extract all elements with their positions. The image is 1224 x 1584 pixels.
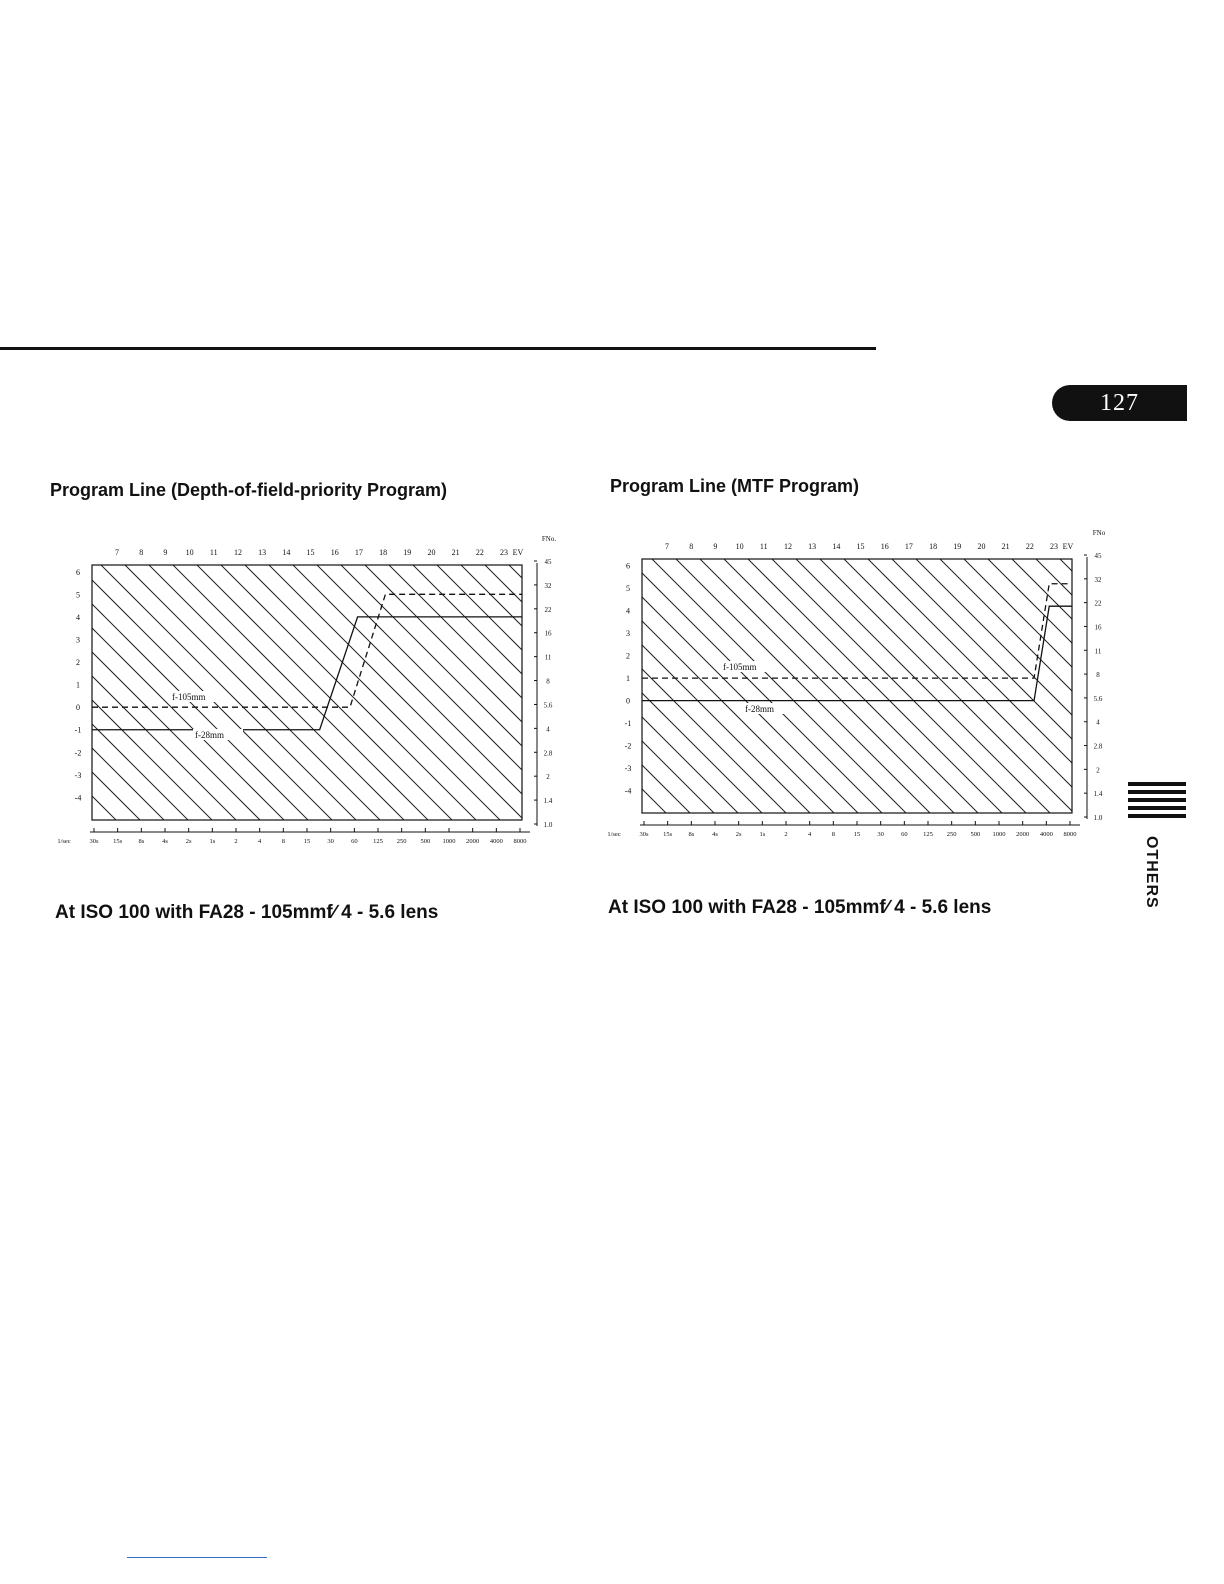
shutter-tick-label: 125: [923, 831, 933, 838]
hatch-line: [892, 559, 1146, 813]
footer-link-line: [127, 1557, 267, 1558]
shutter-tick-label: 8: [281, 838, 285, 845]
left-chart-caption: At ISO 100 with FA28 - 105mmf∕ 4 - 5.6 lens: [55, 902, 439, 923]
ev-tick-label: 22: [1025, 542, 1034, 551]
fno-tick-label: 45: [544, 558, 552, 566]
fno-tick-label: 32: [544, 581, 552, 590]
shutter-tick-label: 2000: [1016, 831, 1030, 838]
left-tick-label: 2: [626, 651, 630, 661]
hatch-line: [0, 565, 140, 820]
shutter-tick-label: 8s: [138, 838, 145, 845]
shutter-tick-label: 500: [970, 831, 981, 838]
fno-tick-label: 11: [1094, 647, 1102, 656]
shutter-tick-label: 2: [234, 838, 238, 845]
shutter-tick-label: 125: [373, 838, 383, 845]
left-tick-label: -4: [624, 786, 632, 796]
left-tick-label: 6: [76, 567, 80, 577]
shutter-tick-label: 1000: [992, 831, 1006, 838]
ev-tick-label: 13: [258, 548, 267, 557]
shutter-tick-label: 4000: [489, 838, 503, 845]
shutter-tick-label: 250: [396, 838, 407, 845]
ev-tick-label: 11: [759, 542, 768, 551]
shutter-tick-label: 15: [853, 831, 861, 838]
fno-tick-label: 2.8: [543, 749, 553, 758]
left-tick-label: 1: [76, 680, 80, 690]
hatch-line: [221, 565, 476, 820]
shutter-tick-label: 1s: [209, 838, 216, 845]
hatch-line: [5, 565, 260, 820]
shutter-tick-label: 60: [901, 831, 908, 838]
left-tick-label: -3: [624, 764, 632, 774]
left-tick-label: 6: [626, 561, 630, 571]
left-tick-label: 5: [76, 590, 80, 600]
ev-tick-label: 9: [163, 548, 168, 557]
ev-tick-label: 23: [500, 548, 508, 557]
shutter-tick-label: 30: [877, 831, 884, 838]
ev-tick-label: 17: [354, 548, 363, 557]
hatch-line: [1012, 559, 1224, 813]
hatch-line: [580, 559, 834, 813]
ev-tick-label: 12: [783, 542, 792, 551]
hatch-line: [1060, 559, 1224, 813]
left-tick-label: 3: [76, 635, 80, 645]
hatch-line: [1204, 559, 1224, 813]
ev-tick-label: 21: [1001, 542, 1010, 551]
left-program-line-chart: [40, 525, 560, 855]
left-tick-label: 5: [626, 584, 630, 594]
hatch-line: [628, 559, 882, 813]
right-program-line-chart: [595, 525, 1115, 855]
hatch-line: [0, 565, 92, 820]
shutter-tick-label: 15s: [663, 831, 673, 838]
left-tick-label: -1: [74, 725, 82, 735]
ev-tick-label: 14: [282, 548, 291, 557]
ev-tick-label: 16: [330, 548, 339, 557]
left-chart-title: Program Line (Depth-of-field-priority Program): [50, 480, 448, 500]
left-tick-label: 2: [76, 658, 80, 668]
ev-tick-label: 14: [832, 542, 841, 551]
shutter-tick-label: 4: [808, 831, 812, 838]
series-label: f-105mm: [723, 662, 757, 672]
hatch-line: [1108, 559, 1224, 813]
shutter-tick-label: 2000: [466, 838, 480, 845]
hatch-line: [532, 559, 786, 813]
fno-tick-label: 5.6: [543, 701, 553, 710]
fno-tick-label: 4: [1096, 718, 1100, 727]
fno-tick-label: 2.8: [1093, 742, 1103, 751]
shutter-axis-label: 1/sec: [607, 831, 621, 838]
hatch-line: [556, 559, 810, 813]
shutter-tick-label: 4s: [712, 831, 718, 838]
hatch-line: [1084, 559, 1224, 813]
hatch-line: [844, 559, 1098, 813]
series-label: f-28mm: [745, 704, 774, 714]
left-tick-label: -2: [74, 748, 82, 758]
shutter-tick-label: 4: [258, 838, 262, 845]
ev-tick-label: 9: [713, 542, 718, 551]
ev-tick-label: 15: [306, 548, 315, 557]
fno-tick-label: 16: [544, 629, 552, 638]
shutter-tick-label: 2s: [185, 838, 192, 845]
left-tick-label: -2: [624, 741, 632, 751]
hatch-line: [293, 565, 548, 820]
hatch-line: [796, 559, 1050, 813]
ev-tick-label: 20: [427, 548, 436, 557]
fno-tick-label: 22: [544, 605, 552, 614]
hatch-line: [700, 559, 954, 813]
shutter-tick-label: 30: [327, 838, 334, 845]
hatch-line: [365, 565, 620, 820]
shutter-tick-label: 1s: [759, 831, 766, 838]
hatch-line: [748, 559, 1002, 813]
section-tab-bars: [1128, 782, 1188, 818]
shutter-axis-label: 1/sec: [57, 838, 71, 845]
left-tick-label: -3: [74, 770, 82, 780]
hatch-line: [652, 559, 906, 813]
ev-tick-label: 10: [185, 548, 194, 557]
hatch-line: [916, 559, 1170, 813]
hatch-line: [245, 565, 500, 820]
fno-tick-label: 2: [546, 773, 550, 782]
header-rule: [0, 347, 876, 350]
fno-tick-label: 22: [1094, 599, 1102, 608]
shutter-tick-label: 4000: [1039, 831, 1053, 838]
hatch-line: [269, 565, 524, 820]
ev-tick-label: 19: [953, 542, 962, 551]
shutter-tick-label: 8000: [1063, 831, 1077, 838]
ev-tick-label: 8: [139, 548, 144, 557]
ev-tick-label: 10: [735, 542, 744, 551]
left-tick-label: 1: [626, 674, 630, 684]
ev-tick-label: 16: [880, 542, 889, 551]
hatch-line: [1156, 559, 1224, 813]
left-tick-label: 0: [626, 696, 630, 706]
hatch-line: [29, 565, 284, 820]
shutter-tick-label: 2s: [735, 831, 742, 838]
series-label: f-105mm: [172, 692, 206, 702]
hatch-line: [940, 559, 1194, 813]
shutter-tick-label: 1000: [442, 838, 456, 845]
ev-tick-label: 13: [808, 542, 817, 551]
hatch-line: [724, 559, 978, 813]
left-tick-label: -1: [624, 719, 632, 729]
ev-tick-label: 15: [856, 542, 865, 551]
ev-tick-label: 22: [475, 548, 484, 557]
right-chart-caption: At ISO 100 with FA28 - 105mmf∕ 4 - 5.6 lens: [608, 897, 992, 918]
ev-axis-label: EV: [512, 548, 524, 557]
left-tick-label: 4: [76, 612, 80, 622]
series-line-f-105mm: [642, 584, 1072, 678]
fno-tick-label: 32: [1094, 575, 1102, 584]
fno-tick-label: 1.4: [543, 797, 553, 806]
ev-tick-label: 23: [1050, 542, 1058, 551]
page-number-badge: 127: [1052, 385, 1187, 421]
ev-tick-label: 19: [403, 548, 412, 557]
shutter-tick-label: 250: [946, 831, 957, 838]
right-chart-title: Program Line (MTF Program): [610, 476, 860, 496]
shutter-tick-label: 8s: [688, 831, 695, 838]
fno-axis-label: FNo: [1092, 529, 1106, 537]
ev-tick-label: 20: [977, 542, 986, 551]
ev-tick-label: 21: [451, 548, 460, 557]
ev-tick-label: 7: [115, 548, 119, 557]
fno-tick-label: 16: [1094, 623, 1102, 632]
ev-axis-label: EV: [1062, 542, 1074, 551]
shutter-tick-label: 500: [420, 838, 431, 845]
left-tick-label: -4: [74, 793, 82, 803]
hatch-line: [1036, 559, 1224, 813]
hatch-line: [964, 559, 1218, 813]
ev-tick-label: 11: [209, 548, 218, 557]
fno-tick-label: 45: [1094, 552, 1102, 560]
shutter-tick-label: 4s: [162, 838, 168, 845]
hatch-line: [125, 565, 380, 820]
fno-tick-label: 1.0: [543, 821, 553, 829]
fno-tick-label: 2: [1096, 766, 1100, 775]
hatch-line: [1132, 559, 1224, 813]
hatch-line: [341, 565, 596, 820]
shutter-tick-label: 15: [303, 838, 311, 845]
hatch-line: [988, 559, 1224, 813]
fno-tick-label: 8: [546, 677, 550, 686]
ev-tick-label: 18: [929, 542, 938, 551]
shutter-tick-label: 30s: [639, 831, 649, 838]
shutter-tick-label: 8000: [513, 838, 527, 845]
fno-tick-label: 11: [544, 653, 552, 662]
ev-tick-label: 8: [689, 542, 694, 551]
fno-tick-label: 1.0: [1093, 814, 1103, 822]
hatch-line: [197, 565, 452, 820]
hatch-line: [868, 559, 1122, 813]
hatch-line: [0, 565, 188, 820]
shutter-tick-label: 60: [351, 838, 358, 845]
shutter-tick-label: 8: [831, 831, 835, 838]
ev-tick-label: 18: [379, 548, 388, 557]
fno-tick-label: 8: [1096, 671, 1100, 680]
fno-axis-label: FNo.: [541, 535, 557, 543]
fno-tick-label: 5.6: [1093, 694, 1103, 703]
hatch-line: [1180, 559, 1224, 813]
left-tick-label: 0: [76, 703, 80, 713]
fno-tick-label: 4: [546, 725, 550, 734]
fno-tick-label: 1.4: [1093, 790, 1103, 799]
hatch-line: [676, 559, 930, 813]
left-tick-label: 3: [626, 629, 630, 639]
hatch-line: [0, 565, 116, 820]
hatch-line: [101, 565, 356, 820]
shutter-tick-label: 15s: [113, 838, 123, 845]
ev-tick-label: 17: [904, 542, 913, 551]
left-tick-label: 4: [626, 606, 630, 616]
series-label: f-28mm: [195, 730, 224, 740]
ev-tick-label: 12: [233, 548, 242, 557]
hatch-line: [772, 559, 1026, 813]
shutter-tick-label: 30s: [89, 838, 99, 845]
ev-tick-label: 7: [665, 542, 669, 551]
section-tab-label: OTHERS: [1143, 836, 1160, 909]
section-tab: [1128, 782, 1188, 822]
shutter-tick-label: 2: [784, 831, 788, 838]
